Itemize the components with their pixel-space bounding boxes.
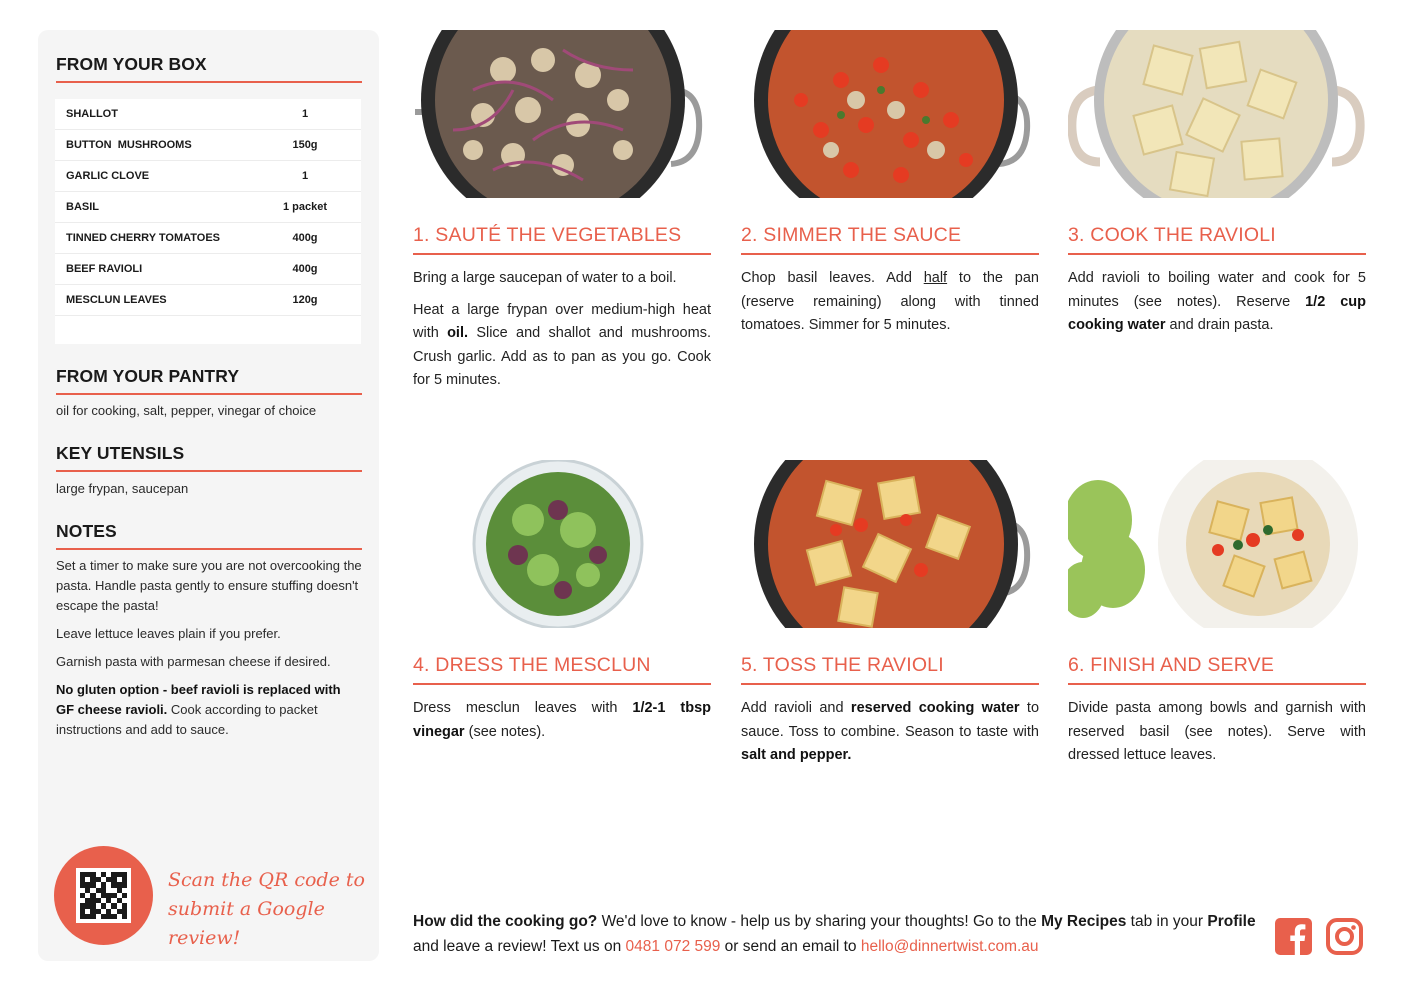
pantry-text: oil for cooking, salt, pepper, vinegar of choice — [56, 403, 317, 418]
feedback-footer — [413, 909, 1258, 959]
note-garnish: Garnish pasta with parmesan cheese if desired. — [56, 654, 331, 669]
step-1-photo — [413, 30, 711, 198]
step-4-c: (see notes). — [464, 723, 546, 740]
ingredient-qty: 120g — [292, 294, 318, 306]
step-1-p2a: Heat a large frypan over medium-high heat with — [413, 301, 711, 341]
step-5-c: to sauce. Toss to combine. Season to taste with — [741, 700, 1040, 740]
footer-t1: We'd love to know - help us by sharing your thoughts! Go to the — [597, 913, 1042, 930]
ingredient-qty: 400g — [292, 263, 318, 275]
footer-phone-link[interactable]: 0481 072 599 — [625, 938, 721, 955]
step-1-p2c: Slice and shallot and mushrooms. Crush garlic. Add as to pan as you go. Cook for 5 minutes. — [413, 325, 711, 388]
qr-code-icon[interactable] — [76, 868, 131, 923]
step-3-title: 3. COOK THE RAVIOLI — [1068, 224, 1366, 255]
step-3-photo — [1068, 30, 1366, 198]
table-row — [55, 254, 361, 285]
step-3-a: Add ravioli to boiling water and cook for 5 minutes (see notes). Reserve — [1068, 270, 1366, 310]
ingredient-name: BEEF RAVIOLI — [66, 263, 143, 275]
qr-code-badge[interactable] — [54, 846, 153, 945]
facebook-icon[interactable] — [1275, 918, 1312, 955]
notes-heading: NOTES — [56, 521, 362, 550]
step-6-body — [1068, 697, 1366, 776]
ingredient-name: BUTTON MUSHROOMS — [66, 139, 192, 151]
step-3-p1 — [1068, 267, 1366, 338]
step-4-photo — [413, 460, 711, 628]
table-row — [55, 223, 361, 254]
step-6-p1: Divide pasta among bowls and garnish with reserved basil (see notes). Serve with dressed lettuce leaves. — [1068, 700, 1366, 763]
step-3-b: 1/2 cup cooking water — [1068, 293, 1366, 333]
step-4-p1 — [413, 697, 711, 744]
pantry-heading: FROM YOUR PANTRY — [56, 366, 362, 395]
step-4-title: 4. DRESS THE MESCLUN — [413, 654, 711, 685]
table-row — [55, 192, 361, 223]
footer-t3: and leave a review! Text us on — [413, 938, 626, 955]
ingredient-qty: 1 packet — [282, 201, 328, 213]
footer-email-link[interactable]: hello@dinnertwist.com.au — [860, 938, 1039, 955]
table-row — [55, 285, 361, 316]
note-lettuce: Leave lettuce leaves plain if you prefer. — [56, 626, 281, 641]
ingredient-name: GARLIC CLOVE — [66, 170, 150, 182]
step-4-a: Dress mesclun leaves with — [413, 700, 633, 716]
ingredient-name: TINNED CHERRY TOMATOES — [66, 232, 221, 244]
qr-caption-line2: submit a Google review! — [168, 898, 325, 949]
footer-t2: tab in your — [1126, 913, 1208, 930]
step-5-a: Add ravioli and — [741, 700, 851, 716]
footer-profile: Profile — [1207, 913, 1256, 930]
step-2-p1 — [741, 267, 1039, 338]
step-2-a: Chop basil leaves. Add — [741, 270, 924, 286]
step-1-title: 1. SAUTÉ THE VEGETABLES — [413, 224, 711, 255]
ingredient-name: SHALLOT — [66, 108, 118, 120]
note-gluten-rest: Cook according to packet instructions and add to sauce. — [56, 702, 318, 737]
step-5-title: 5. TOSS THE RAVIOLI — [741, 654, 1039, 685]
footer-my-recipes: My Recipes — [1041, 913, 1127, 930]
utensils-text: large frypan, saucepan — [56, 481, 189, 496]
step-4-body — [413, 697, 711, 752]
step-2-photo — [741, 30, 1039, 198]
step-5-body — [741, 697, 1039, 776]
note-gluten-bold: No gluten option - beef ravioli is replaced with GF cheese ravioli. — [56, 682, 341, 717]
notes-body — [56, 556, 362, 748]
step-1-p2b: oil. — [447, 325, 469, 341]
step-6-title: 6. FINISH AND SERVE — [1068, 654, 1366, 685]
table-row — [55, 161, 361, 192]
qr-caption-line1: Scan the QR code to — [168, 869, 365, 891]
table-row — [55, 130, 361, 161]
note-gluten — [56, 680, 362, 740]
sidebar-panel — [38, 30, 379, 961]
ingredient-name: BASIL — [66, 201, 99, 213]
step-2-c: to the pan (reserve remaining) along with tinned tomatoes. Simmer for 5 minutes. — [741, 270, 1039, 333]
ingredient-qty: 150g — [292, 139, 318, 151]
step-3-body — [1068, 267, 1366, 346]
footer-t4: or send an email to — [720, 938, 861, 955]
step-2-b: half — [923, 270, 948, 286]
from-your-box-heading: FROM YOUR BOX — [56, 54, 362, 83]
step-2-body — [741, 267, 1039, 346]
step-5-d: salt and pepper. — [741, 747, 852, 763]
instagram-icon[interactable] — [1326, 918, 1363, 955]
utensils-heading: KEY UTENSILS — [56, 443, 362, 472]
step-5-p1 — [741, 697, 1039, 768]
step-5-photo — [741, 460, 1039, 628]
step-3-c: and drain pasta. — [1165, 317, 1274, 333]
ingredient-qty: 1 — [301, 108, 309, 120]
step-2-title: 2. SIMMER THE SAUCE — [741, 224, 1039, 255]
step-1-p1: Bring a large saucepan of water to a boil. — [413, 270, 677, 286]
ingredient-qty: 1 — [301, 170, 309, 182]
step-1-p2 — [413, 299, 711, 393]
qr-caption — [168, 866, 368, 953]
ingredient-name: MESCLUN LEAVES — [66, 294, 167, 306]
step-5-b: reserved cooking water — [850, 700, 1020, 716]
step-4-b: 1/2-1 tbsp vinegar — [413, 700, 712, 740]
footer-question: How did the cooking go? — [413, 913, 598, 930]
ingredients-table — [55, 99, 361, 344]
table-row — [55, 99, 361, 130]
step-1-body — [413, 267, 711, 401]
ingredient-qty: 400g — [292, 232, 318, 244]
note-timer: Set a timer to make sure you are not overcooking the pasta. Handle pasta gently to ensure stuffing doesn't escape the pasta! — [56, 558, 362, 613]
step-6-photo — [1068, 460, 1366, 628]
